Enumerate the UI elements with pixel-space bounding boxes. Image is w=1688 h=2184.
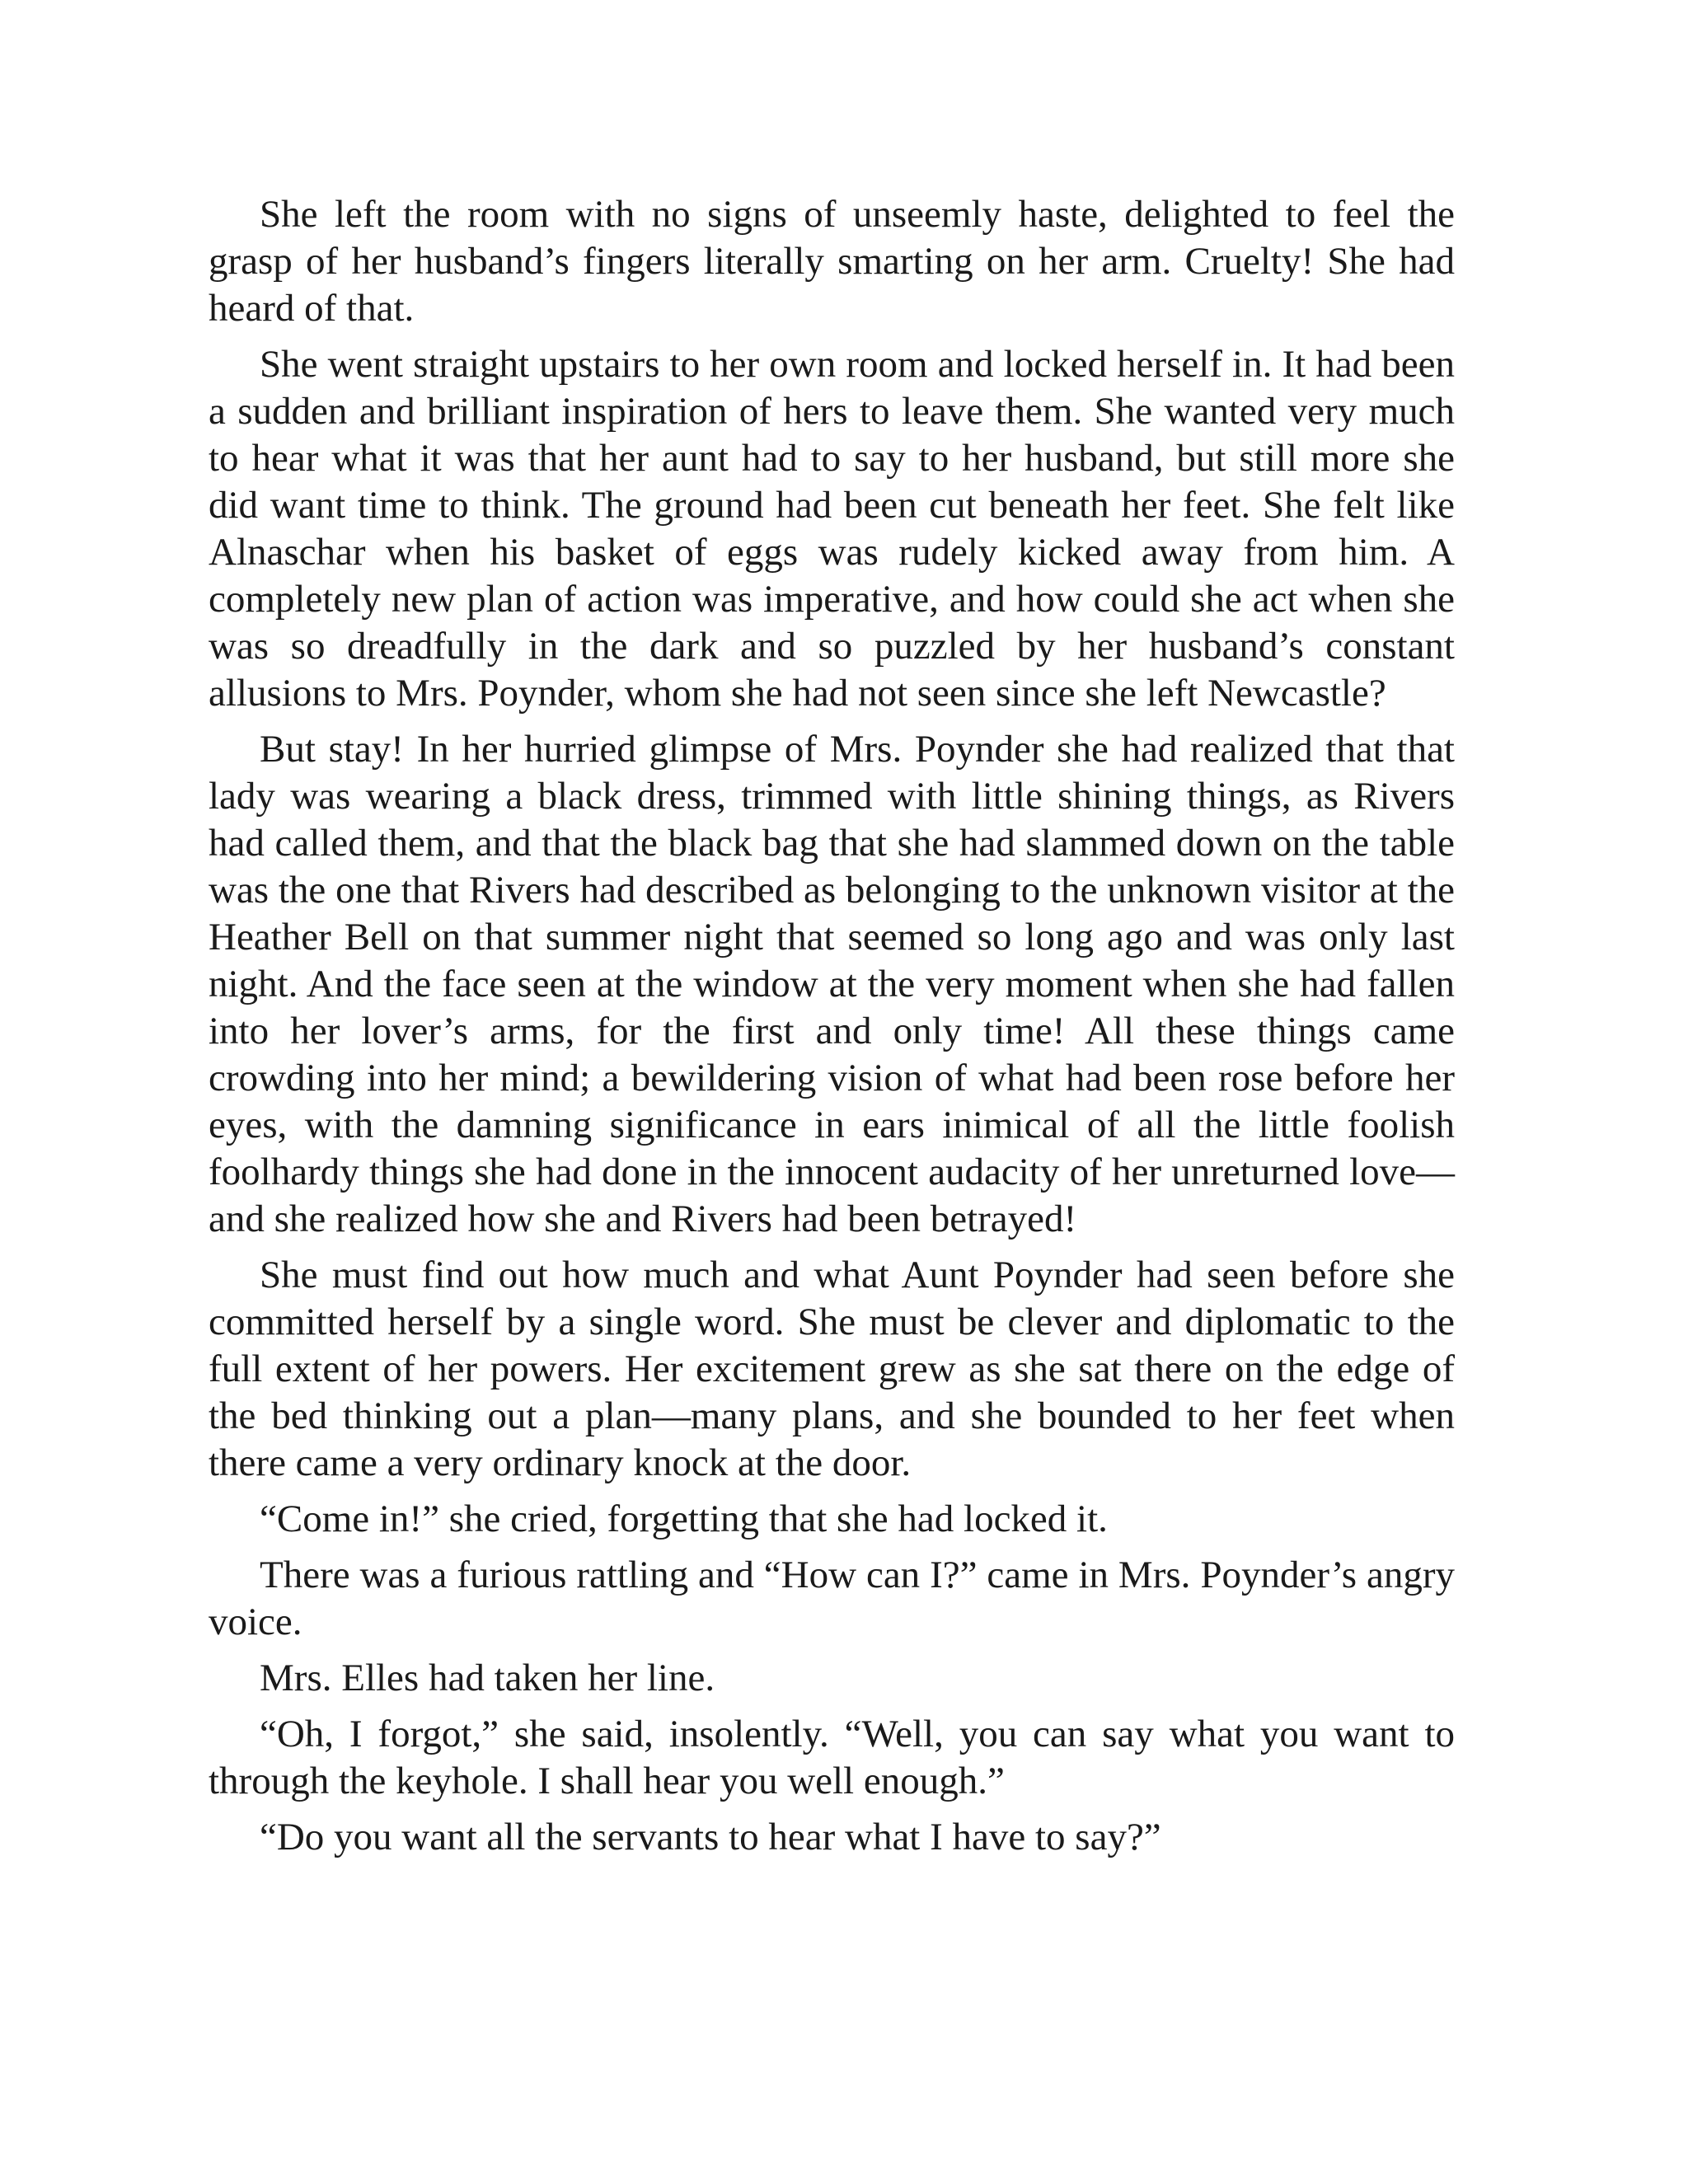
- paragraph: Mrs. Elles had taken her line.: [260, 1657, 715, 1699]
- paragraph: She must find out how much and what Aunt Poynder had seen before she committed herself by a single word. She must be clever and diplomatic to the full extent of her powers. Her excitement grew as she sat there on the edge of the bed thinking out a plan—many plans, and she bounded to her feet when there came a very ordinary knock at the door.: [209, 1254, 1455, 1484]
- paragraph: She left the room with no signs of unseemly haste, delighted to feel the grasp of her husband’s fingers literally smarting on her arm. Cruelty! She had heard of that.: [209, 193, 1455, 330]
- page-body: [209, 191, 1455, 1870]
- paragraph: “Come in!” she cried, forgetting that she had locked it.: [260, 1497, 1108, 1540]
- paragraph: “Do you want all the servants to hear what I have to say?”: [260, 1816, 1161, 1858]
- paragraph: But stay! In her hurried glimpse of Mrs. Poynder she had realized that that lady was wearing a black dress, trimmed with little shining things, as Rivers had called them, and that the black bag that she had slammed down on the table was the one that Rivers had described as belonging to the unknown visitor at the Heather Bell on that summer night that seemed so long ago and was only last night. And the face seen at the window at the very moment when she had fallen into her lover’s arms, for the first and only time! All these things came crowding into her mind; a bewildering vision of what had been rose before her eyes, with the damning significance in ears inimical of all the little foolish foolhardy things she had done in the innocent audacity of her unreturned love—and she realized how she and Rivers had been betrayed!: [209, 728, 1455, 1240]
- paragraph: There was a furious rattling and “How can I?” came in Mrs. Poynder’s angry voice.: [209, 1554, 1455, 1643]
- paragraph: She went straight upstairs to her own room and locked herself in. It had been a sudden and brilliant inspiration of hers to leave them. She wanted very much to hear what it was that her aunt had to say to her husband, but still more she did want time to think. The ground had been cut beneath her feet. She felt like Alnaschar when his basket of eggs was rudely kicked away from him. A completely new plan of action was imperative, and how could she act when she was so dreadfully in the dark and so puzzled by her husband’s constant allusions to Mrs. Poynder, whom she had not seen since she left Newcastle?: [209, 343, 1455, 715]
- paragraph: “Oh, I forgot,” she said, insolently. “Well, you can say what you want to through the keyhole. I shall hear you well enough.”: [209, 1713, 1455, 1802]
